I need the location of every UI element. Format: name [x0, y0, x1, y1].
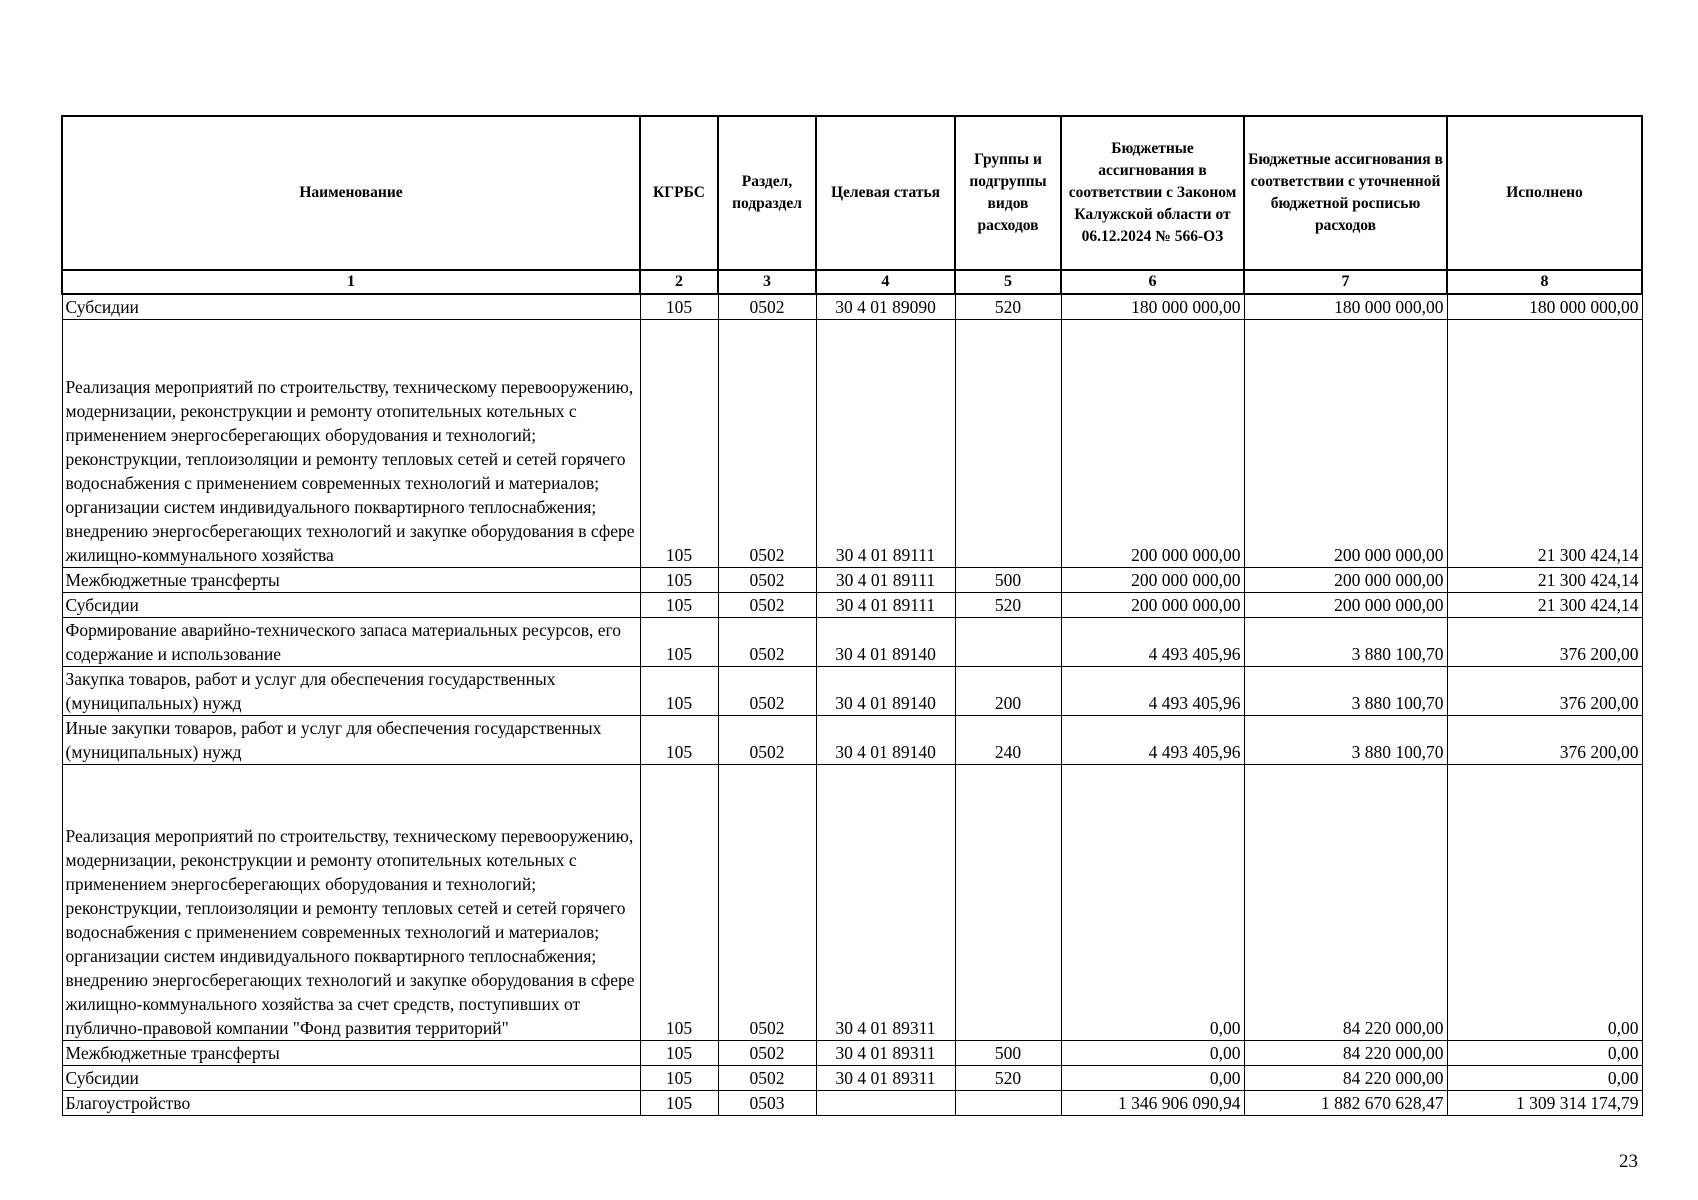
table-row — [62, 1066, 1642, 1091]
row-kgrbs: 105 — [640, 765, 718, 1041]
table-row — [62, 320, 1642, 568]
column-number: 1 — [62, 270, 640, 294]
row-name: Межбюджетные трансферты — [62, 568, 640, 593]
row-celevaya: 30 4 01 89311 — [816, 1066, 955, 1091]
row-razdel: 0502 — [718, 294, 816, 320]
column-number: 6 — [1061, 270, 1244, 294]
row-zakon: 0,00 — [1061, 765, 1244, 1041]
column-number: 5 — [955, 270, 1061, 294]
row-razdel: 0502 — [718, 593, 816, 618]
row-name: Закупка товаров, работ и услуг для обеспечения государственных (муниципальных) нужд — [62, 667, 640, 716]
table-row — [62, 593, 1642, 618]
row-gruppa: 520 — [955, 294, 1061, 320]
row-utochn: 84 220 000,00 — [1244, 765, 1447, 1041]
row-ispolneno: 0,00 — [1447, 1066, 1642, 1091]
row-kgrbs: 105 — [640, 294, 718, 320]
row-razdel: 0503 — [718, 1091, 816, 1116]
row-celevaya: 30 4 01 89140 — [816, 618, 955, 667]
row-gruppa — [955, 320, 1061, 568]
row-zakon: 0,00 — [1061, 1041, 1244, 1066]
table-row — [62, 294, 1642, 320]
row-gruppa: 200 — [955, 667, 1061, 716]
table-row — [62, 618, 1642, 667]
row-kgrbs: 105 — [640, 667, 718, 716]
header-name: Наименование — [62, 116, 640, 270]
row-ispolneno: 376 200,00 — [1447, 618, 1642, 667]
row-name: Субсидии — [62, 1066, 640, 1091]
column-number: 4 — [816, 270, 955, 294]
header-celevaya: Целевая статья — [816, 116, 955, 270]
row-celevaya: 30 4 01 89140 — [816, 667, 955, 716]
row-celevaya: 30 4 01 89311 — [816, 1041, 955, 1066]
row-razdel: 0502 — [718, 320, 816, 568]
row-gruppa: 520 — [955, 593, 1061, 618]
header-zakon: Бюджетные ассигнования в соответствии с Законом Калужской области от 06.12.2024 № 566-ОЗ — [1061, 116, 1244, 270]
row-utochn: 180 000 000,00 — [1244, 294, 1447, 320]
row-ispolneno: 0,00 — [1447, 1041, 1642, 1066]
row-zakon: 180 000 000,00 — [1061, 294, 1244, 320]
row-zakon: 200 000 000,00 — [1061, 320, 1244, 568]
row-celevaya: 30 4 01 89311 — [816, 765, 955, 1041]
row-ispolneno: 376 200,00 — [1447, 716, 1642, 765]
row-razdel: 0502 — [718, 568, 816, 593]
column-number: 8 — [1447, 270, 1642, 294]
row-utochn: 200 000 000,00 — [1244, 593, 1447, 618]
row-zakon: 4 493 405,96 — [1061, 618, 1244, 667]
row-name: Иные закупки товаров, работ и услуг для обеспечения государственных (муниципальных) нужд — [62, 716, 640, 765]
header-ispolneno: Исполнено — [1447, 116, 1642, 270]
row-gruppa — [955, 765, 1061, 1041]
header-gruppy: Группы и подгруппы видов расходов — [955, 116, 1061, 270]
row-razdel: 0502 — [718, 1066, 816, 1091]
row-kgrbs: 105 — [640, 568, 718, 593]
row-celevaya: 30 4 01 89111 — [816, 593, 955, 618]
table-row — [62, 1091, 1642, 1116]
row-zakon: 1 346 906 090,94 — [1061, 1091, 1244, 1116]
row-razdel: 0502 — [718, 667, 816, 716]
row-celevaya: 30 4 01 89140 — [816, 716, 955, 765]
row-utochn: 84 220 000,00 — [1244, 1066, 1447, 1091]
row-gruppa: 500 — [955, 568, 1061, 593]
row-utochn: 200 000 000,00 — [1244, 568, 1447, 593]
row-kgrbs: 105 — [640, 1091, 718, 1116]
table-row — [62, 765, 1642, 1041]
row-gruppa: 240 — [955, 716, 1061, 765]
row-utochn: 84 220 000,00 — [1244, 1041, 1447, 1066]
page-number: 23 — [1619, 1151, 1638, 1172]
row-zakon: 200 000 000,00 — [1061, 568, 1244, 593]
row-ispolneno: 376 200,00 — [1447, 667, 1642, 716]
header-utochn: Бюджетные ассигнования в соответствии с уточненной бюджетной росписью расходов — [1244, 116, 1447, 270]
row-gruppa — [955, 1091, 1061, 1116]
row-celevaya: 30 4 01 89111 — [816, 568, 955, 593]
row-gruppa: 520 — [955, 1066, 1061, 1091]
row-ispolneno: 21 300 424,14 — [1447, 593, 1642, 618]
row-razdel: 0502 — [718, 716, 816, 765]
row-razdel: 0502 — [718, 618, 816, 667]
column-number-row — [62, 270, 1642, 294]
column-number: 2 — [640, 270, 718, 294]
table-row — [62, 667, 1642, 716]
table-row — [62, 1041, 1642, 1066]
row-name: Реализация мероприятий по строительству, техническому перевооружению, модернизации, реконструкции и ремонту отопительных котельных с применением энергосберегающих оборудования и технологий; реконструкции, теплоизоляции и ремонту тепловых сетей и сетей горячего водоснабжения с применением современных технологий и материалов; организации систем индивидуального поквартирного теплоснабжения; внедрению энергосберегающих технологий и закупке оборудования в сфере жилищно-коммунального хозяйства за счет средств, поступивших от публично-правовой компании "Фонд развития территорий" — [62, 765, 640, 1041]
row-utochn: 1 882 670 628,47 — [1244, 1091, 1447, 1116]
row-razdel: 0502 — [718, 765, 816, 1041]
row-name: Благоустройство — [62, 1091, 640, 1116]
row-celevaya: 30 4 01 89090 — [816, 294, 955, 320]
row-kgrbs: 105 — [640, 618, 718, 667]
row-kgrbs: 105 — [640, 1066, 718, 1091]
row-name: Межбюджетные трансферты — [62, 1041, 640, 1066]
row-name: Реализация мероприятий по строительству, техническому перевооружению, модернизации, реконструкции и ремонту отопительных котельных с применением энергосберегающих оборудования и технологий; реконструкции, теплоизоляции и ремонту тепловых сетей и сетей горячего водоснабжения с применением современных технологий и материалов; организации систем индивидуального поквартирного теплоснабжения; внедрению энергосберегающих технологий и закупке оборудования в сфере жилищно-коммунального хозяйства — [62, 320, 640, 568]
row-zakon: 4 493 405,96 — [1061, 716, 1244, 765]
row-ispolneno: 0,00 — [1447, 765, 1642, 1041]
budget-table-container — [61, 115, 1643, 1116]
row-name: Субсидии — [62, 294, 640, 320]
header-kgrbs: КГРБС — [640, 116, 718, 270]
row-kgrbs: 105 — [640, 716, 718, 765]
row-ispolneno: 21 300 424,14 — [1447, 568, 1642, 593]
row-celevaya: 30 4 01 89111 — [816, 320, 955, 568]
row-ispolneno: 1 309 314 174,79 — [1447, 1091, 1642, 1116]
row-name: Субсидии — [62, 593, 640, 618]
row-utochn: 200 000 000,00 — [1244, 320, 1447, 568]
header-razdel: Раздел, подраздел — [718, 116, 816, 270]
row-utochn: 3 880 100,70 — [1244, 716, 1447, 765]
table-row — [62, 568, 1642, 593]
row-zakon: 0,00 — [1061, 1066, 1244, 1091]
budget-execution-table — [61, 115, 1643, 1116]
row-gruppa — [955, 618, 1061, 667]
row-celevaya — [816, 1091, 955, 1116]
row-zakon: 200 000 000,00 — [1061, 593, 1244, 618]
row-name: Формирование аварийно-технического запаса материальных ресурсов, его содержание и использование — [62, 618, 640, 667]
row-utochn: 3 880 100,70 — [1244, 667, 1447, 716]
row-kgrbs: 105 — [640, 1041, 718, 1066]
row-ispolneno: 21 300 424,14 — [1447, 320, 1642, 568]
table-row — [62, 716, 1642, 765]
row-kgrbs: 105 — [640, 320, 718, 568]
row-kgrbs: 105 — [640, 593, 718, 618]
column-number: 3 — [718, 270, 816, 294]
row-gruppa: 500 — [955, 1041, 1061, 1066]
row-zakon: 4 493 405,96 — [1061, 667, 1244, 716]
column-number: 7 — [1244, 270, 1447, 294]
row-razdel: 0502 — [718, 1041, 816, 1066]
row-utochn: 3 880 100,70 — [1244, 618, 1447, 667]
table-header-row — [62, 116, 1642, 270]
row-ispolneno: 180 000 000,00 — [1447, 294, 1642, 320]
